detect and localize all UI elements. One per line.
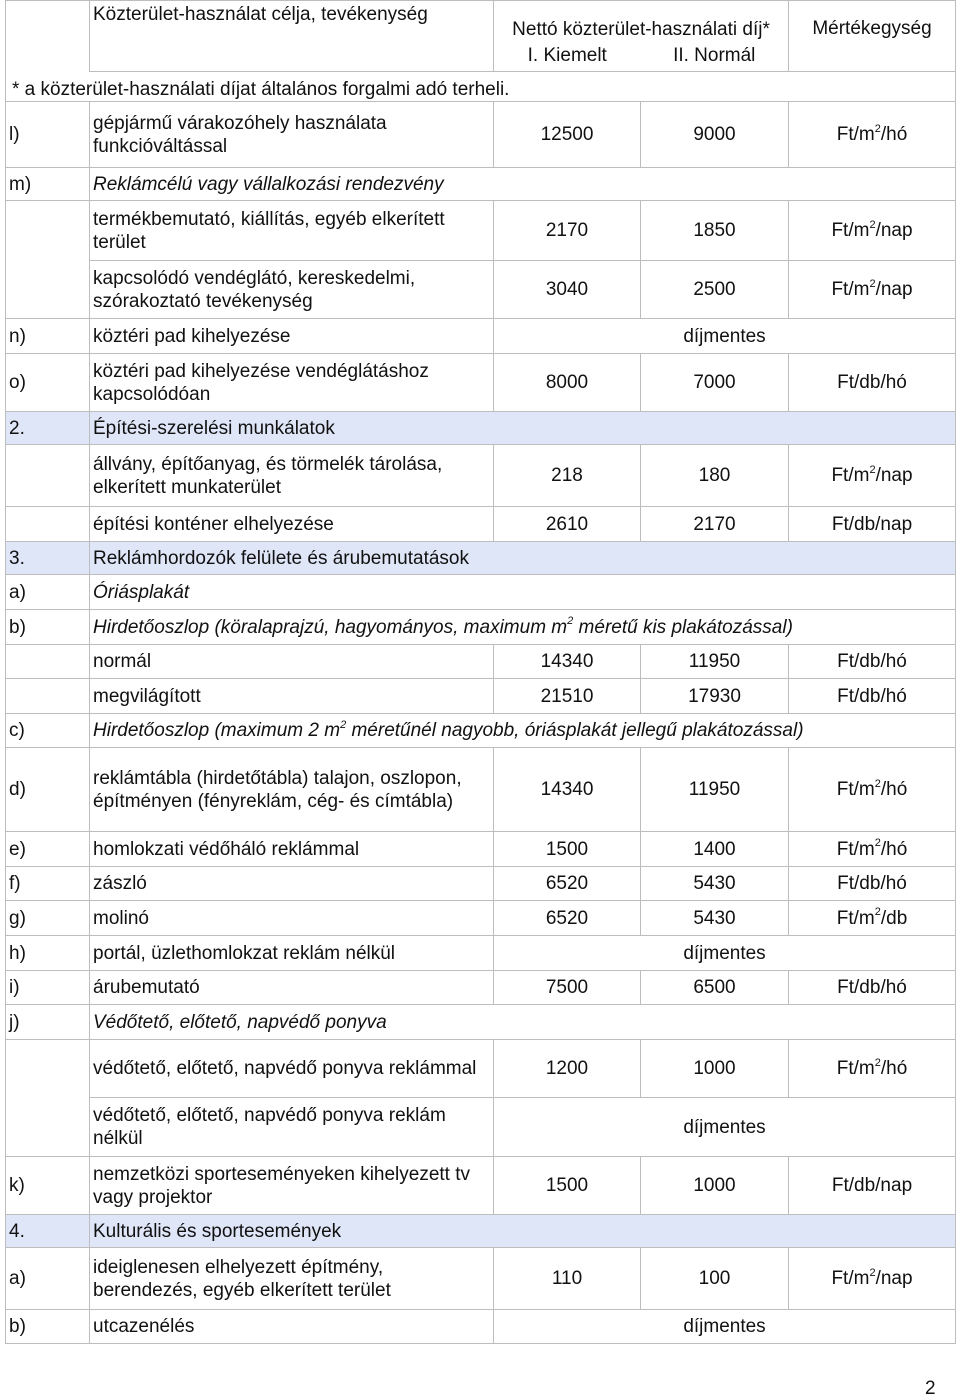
fee-unit: [789, 102, 956, 168]
fee-zone2: 1000: [641, 1040, 789, 1098]
row-desc: építési konténer elhelyezése: [90, 507, 494, 542]
unit-sup: 2: [874, 837, 881, 850]
table-row: [6, 901, 956, 936]
unit-part: /hó: [880, 779, 908, 800]
table-row: [6, 832, 956, 867]
section-title: Reklámhordozók felülete és árubemutatások: [90, 542, 956, 575]
row-id: [6, 201, 90, 261]
section-id: 2.: [6, 412, 90, 445]
fee-unit: Ft/db/hó: [789, 679, 956, 714]
table-row: [6, 610, 956, 645]
row-desc: árubemutató: [90, 971, 494, 1005]
fee-unit: Ft/db/hó: [789, 867, 956, 901]
note-row: [6, 72, 956, 102]
fee-zone2: 1400: [641, 832, 789, 867]
header-zone2: II. Normál: [641, 41, 789, 72]
row-desc: [90, 610, 956, 645]
fee-zone1: 14340: [494, 645, 641, 679]
fee-zone2: 5430: [641, 867, 789, 901]
row-desc: gépjármű várakozóhely használata funkcióváltással: [90, 102, 494, 168]
fee-unit: Ft/db/nap: [789, 507, 956, 542]
unit-part: Ft/m: [836, 838, 875, 860]
fee-zone2: 2170: [641, 507, 789, 542]
fee-zone2: 11950: [641, 748, 789, 832]
fee-unit: [789, 261, 956, 319]
desc-sup: 2: [340, 718, 347, 731]
row-id: j): [6, 1005, 90, 1040]
fee-zone1: 7500: [494, 971, 641, 1005]
fee-free: díjmentes: [494, 1098, 956, 1157]
fee-unit: [789, 201, 956, 261]
desc-part: Hirdetőoszlop (köralaprajzú, hagyományos, maximum m: [93, 616, 568, 638]
section-id: 4.: [6, 1215, 90, 1248]
unit-part: /nap: [875, 1268, 913, 1289]
table-row: [6, 507, 956, 542]
row-desc: molinó: [90, 901, 494, 936]
unit-sup: 2: [874, 906, 881, 919]
fee-free: díjmentes: [494, 1310, 956, 1344]
unit-part: /hó: [880, 124, 908, 145]
row-id: l): [6, 102, 90, 168]
table-row: [6, 261, 956, 319]
fee-zone1: 12500: [494, 102, 641, 168]
table-row: [6, 354, 956, 412]
fee-zone1: 8000: [494, 354, 641, 412]
fee-zone1: 1500: [494, 832, 641, 867]
fee-zone2: 2500: [641, 261, 789, 319]
table-row: [6, 319, 956, 354]
fee-unit: [789, 1248, 956, 1310]
fee-free: díjmentes: [494, 936, 956, 971]
row-desc: reklámtábla (hirdetőtábla) talajon, oszlopon, építményen (fényreklám, cég- és címtábla): [90, 748, 494, 832]
section-row: [6, 1215, 956, 1248]
table-row: [6, 748, 956, 832]
row-id: b): [6, 1310, 90, 1344]
unit-sup: 2: [874, 1056, 881, 1069]
fee-zone2: 1850: [641, 201, 789, 261]
row-id: n): [6, 319, 90, 354]
fee-zone1: 21510: [494, 679, 641, 714]
row-desc: utcazenélés: [90, 1310, 494, 1344]
header-row: [6, 1, 956, 41]
table-row: [6, 1005, 956, 1040]
unit-part: /nap: [875, 220, 913, 241]
row-id: b): [6, 610, 90, 645]
row-desc: normál: [90, 645, 494, 679]
fee-unit: Ft/db/nap: [789, 1157, 956, 1215]
row-id: [6, 507, 90, 542]
fee-zone2: 17930: [641, 679, 789, 714]
unit-part: Ft/m: [836, 779, 875, 800]
fee-zone2: 9000: [641, 102, 789, 168]
fee-unit: Ft/db/hó: [789, 971, 956, 1005]
row-id: [6, 261, 90, 319]
section-title: Építési-szerelési munkálatok: [90, 412, 956, 445]
unit-sup: 2: [869, 277, 876, 290]
row-desc: köztéri pad kihelyezése vendéglátáshoz kapcsolódóan: [90, 354, 494, 412]
unit-sup: 2: [874, 777, 881, 790]
row-id: h): [6, 936, 90, 971]
row-desc: nemzetközi sporteseményeken kihelyezett tv vagy projektor: [90, 1157, 494, 1215]
fee-zone1: 3040: [494, 261, 641, 319]
fee-zone2: 1000: [641, 1157, 789, 1215]
section-id: 3.: [6, 542, 90, 575]
row-desc: védőtető, előtető, napvédő ponyva reklámmal: [90, 1040, 494, 1098]
row-desc: kapcsolódó vendéglátó, kereskedelmi, szórakoztató tevékenység: [90, 261, 494, 319]
unit-part: /hó: [880, 838, 908, 860]
row-desc: homlokzati védőháló reklámmal: [90, 832, 494, 867]
row-desc: portál, üzlethomlokzat reklám nélkül: [90, 936, 494, 971]
fee-unit: [789, 445, 956, 507]
desc-part: méretű kis plakátozással): [573, 616, 793, 638]
fee-unit: [789, 832, 956, 867]
table-row: [6, 1098, 956, 1157]
section-title: Kulturális és sportesemények: [90, 1215, 956, 1248]
unit-part: Ft/m: [836, 1058, 875, 1079]
row-desc: állvány, építőanyag, és törmelék tárolása, elkerített munkaterület: [90, 445, 494, 507]
table-row: [6, 1040, 956, 1098]
fee-free: díjmentes: [494, 319, 956, 354]
table-row: [6, 679, 956, 714]
fee-zone2: 5430: [641, 901, 789, 936]
desc-sup: 2: [567, 615, 574, 628]
table-row: [6, 971, 956, 1005]
unit-sup: 2: [869, 463, 876, 476]
table-row: [6, 168, 956, 201]
page-number: 2: [925, 1378, 936, 1399]
row-id: [6, 445, 90, 507]
row-id: [6, 645, 90, 679]
fee-unit: Ft/db/hó: [789, 354, 956, 412]
unit-sup: 2: [874, 122, 881, 135]
row-desc: zászló: [90, 867, 494, 901]
fee-zone2: 180: [641, 445, 789, 507]
fee-zone1: 2610: [494, 507, 641, 542]
header-net-fee: Nettó közterület-használati díj*: [494, 1, 789, 41]
row-id: o): [6, 354, 90, 412]
fee-zone2: 7000: [641, 354, 789, 412]
fee-zone1: 218: [494, 445, 641, 507]
unit-part: Ft/m: [831, 220, 870, 241]
unit-part: /db: [880, 907, 908, 929]
header-zone1: I. Kiemelt: [494, 41, 641, 72]
desc-part: Hirdetőoszlop (maximum 2 m: [93, 720, 341, 741]
row-desc: Reklámcélú vagy vállalkozási rendezvény: [90, 168, 956, 201]
row-id: [6, 1098, 90, 1157]
fee-zone1: 6520: [494, 867, 641, 901]
fee-zone1: 6520: [494, 901, 641, 936]
table-row: [6, 645, 956, 679]
fee-zone1: 110: [494, 1248, 641, 1310]
table-row: [6, 445, 956, 507]
fee-zone2: 11950: [641, 645, 789, 679]
table-row: [6, 867, 956, 901]
unit-sup: 2: [869, 1266, 876, 1279]
row-id: d): [6, 748, 90, 832]
row-id: [6, 679, 90, 714]
row-id: f): [6, 867, 90, 901]
row-desc: védőtető, előtető, napvédő ponyva reklám nélkül: [90, 1098, 494, 1157]
row-desc: termékbemutató, kiállítás, egyéb elkerített terület: [90, 201, 494, 261]
row-desc: Védőtető, előtető, napvédő ponyva: [90, 1005, 956, 1040]
unit-part: Ft/m: [831, 279, 870, 300]
row-id: a): [6, 575, 90, 610]
fee-unit: Ft/db/hó: [789, 645, 956, 679]
row-id: [6, 1040, 90, 1098]
row-desc: köztéri pad kihelyezése: [90, 319, 494, 354]
unit-part: /hó: [880, 1058, 908, 1079]
unit-part: Ft/m: [831, 465, 870, 486]
section-row: [6, 542, 956, 575]
table-row: [6, 1248, 956, 1310]
row-id: g): [6, 901, 90, 936]
fee-unit: [789, 1040, 956, 1098]
row-id: k): [6, 1157, 90, 1215]
row-desc: [90, 714, 956, 748]
row-desc: megvilágított: [90, 679, 494, 714]
table-row: [6, 936, 956, 971]
fee-zone2: 100: [641, 1248, 789, 1310]
header-id-cell: [6, 1, 90, 72]
table-row: [6, 575, 956, 610]
unit-part: /nap: [875, 465, 913, 486]
row-id: a): [6, 1248, 90, 1310]
unit-sup: 2: [869, 218, 876, 231]
fee-zone1: 1200: [494, 1040, 641, 1098]
fee-table: [5, 0, 956, 1344]
row-desc: ideiglenesen elhelyezett építmény, berendezés, egyéb elkerített terület: [90, 1248, 494, 1310]
unit-part: /nap: [875, 279, 913, 300]
table-row: [6, 102, 956, 168]
row-id: c): [6, 714, 90, 748]
fee-zone2: 6500: [641, 971, 789, 1005]
row-id: m): [6, 168, 90, 201]
row-desc: Óriásplakát: [90, 575, 956, 610]
table-row: [6, 1157, 956, 1215]
fee-unit: [789, 748, 956, 832]
row-id: i): [6, 971, 90, 1005]
header-purpose: Közterület-használat célja, tevékenység: [90, 1, 494, 72]
header-unit: Mértékegység: [789, 1, 956, 72]
table-row: [6, 714, 956, 748]
unit-part: Ft/m: [836, 124, 875, 145]
unit-part: Ft/m: [836, 907, 875, 929]
vat-note: * a közterület-használati díjat általános forgalmi adó terheli.: [6, 72, 956, 102]
section-row: [6, 412, 956, 445]
unit-part: Ft/m: [831, 1268, 870, 1289]
table-row: [6, 201, 956, 261]
desc-part: méretűnél nagyobb, óriásplakát jellegű plakátozással): [346, 720, 804, 741]
table-row: [6, 1310, 956, 1344]
fee-zone1: 1500: [494, 1157, 641, 1215]
fee-zone1: 14340: [494, 748, 641, 832]
fee-zone1: 2170: [494, 201, 641, 261]
fee-unit: [789, 901, 956, 936]
row-id: e): [6, 832, 90, 867]
